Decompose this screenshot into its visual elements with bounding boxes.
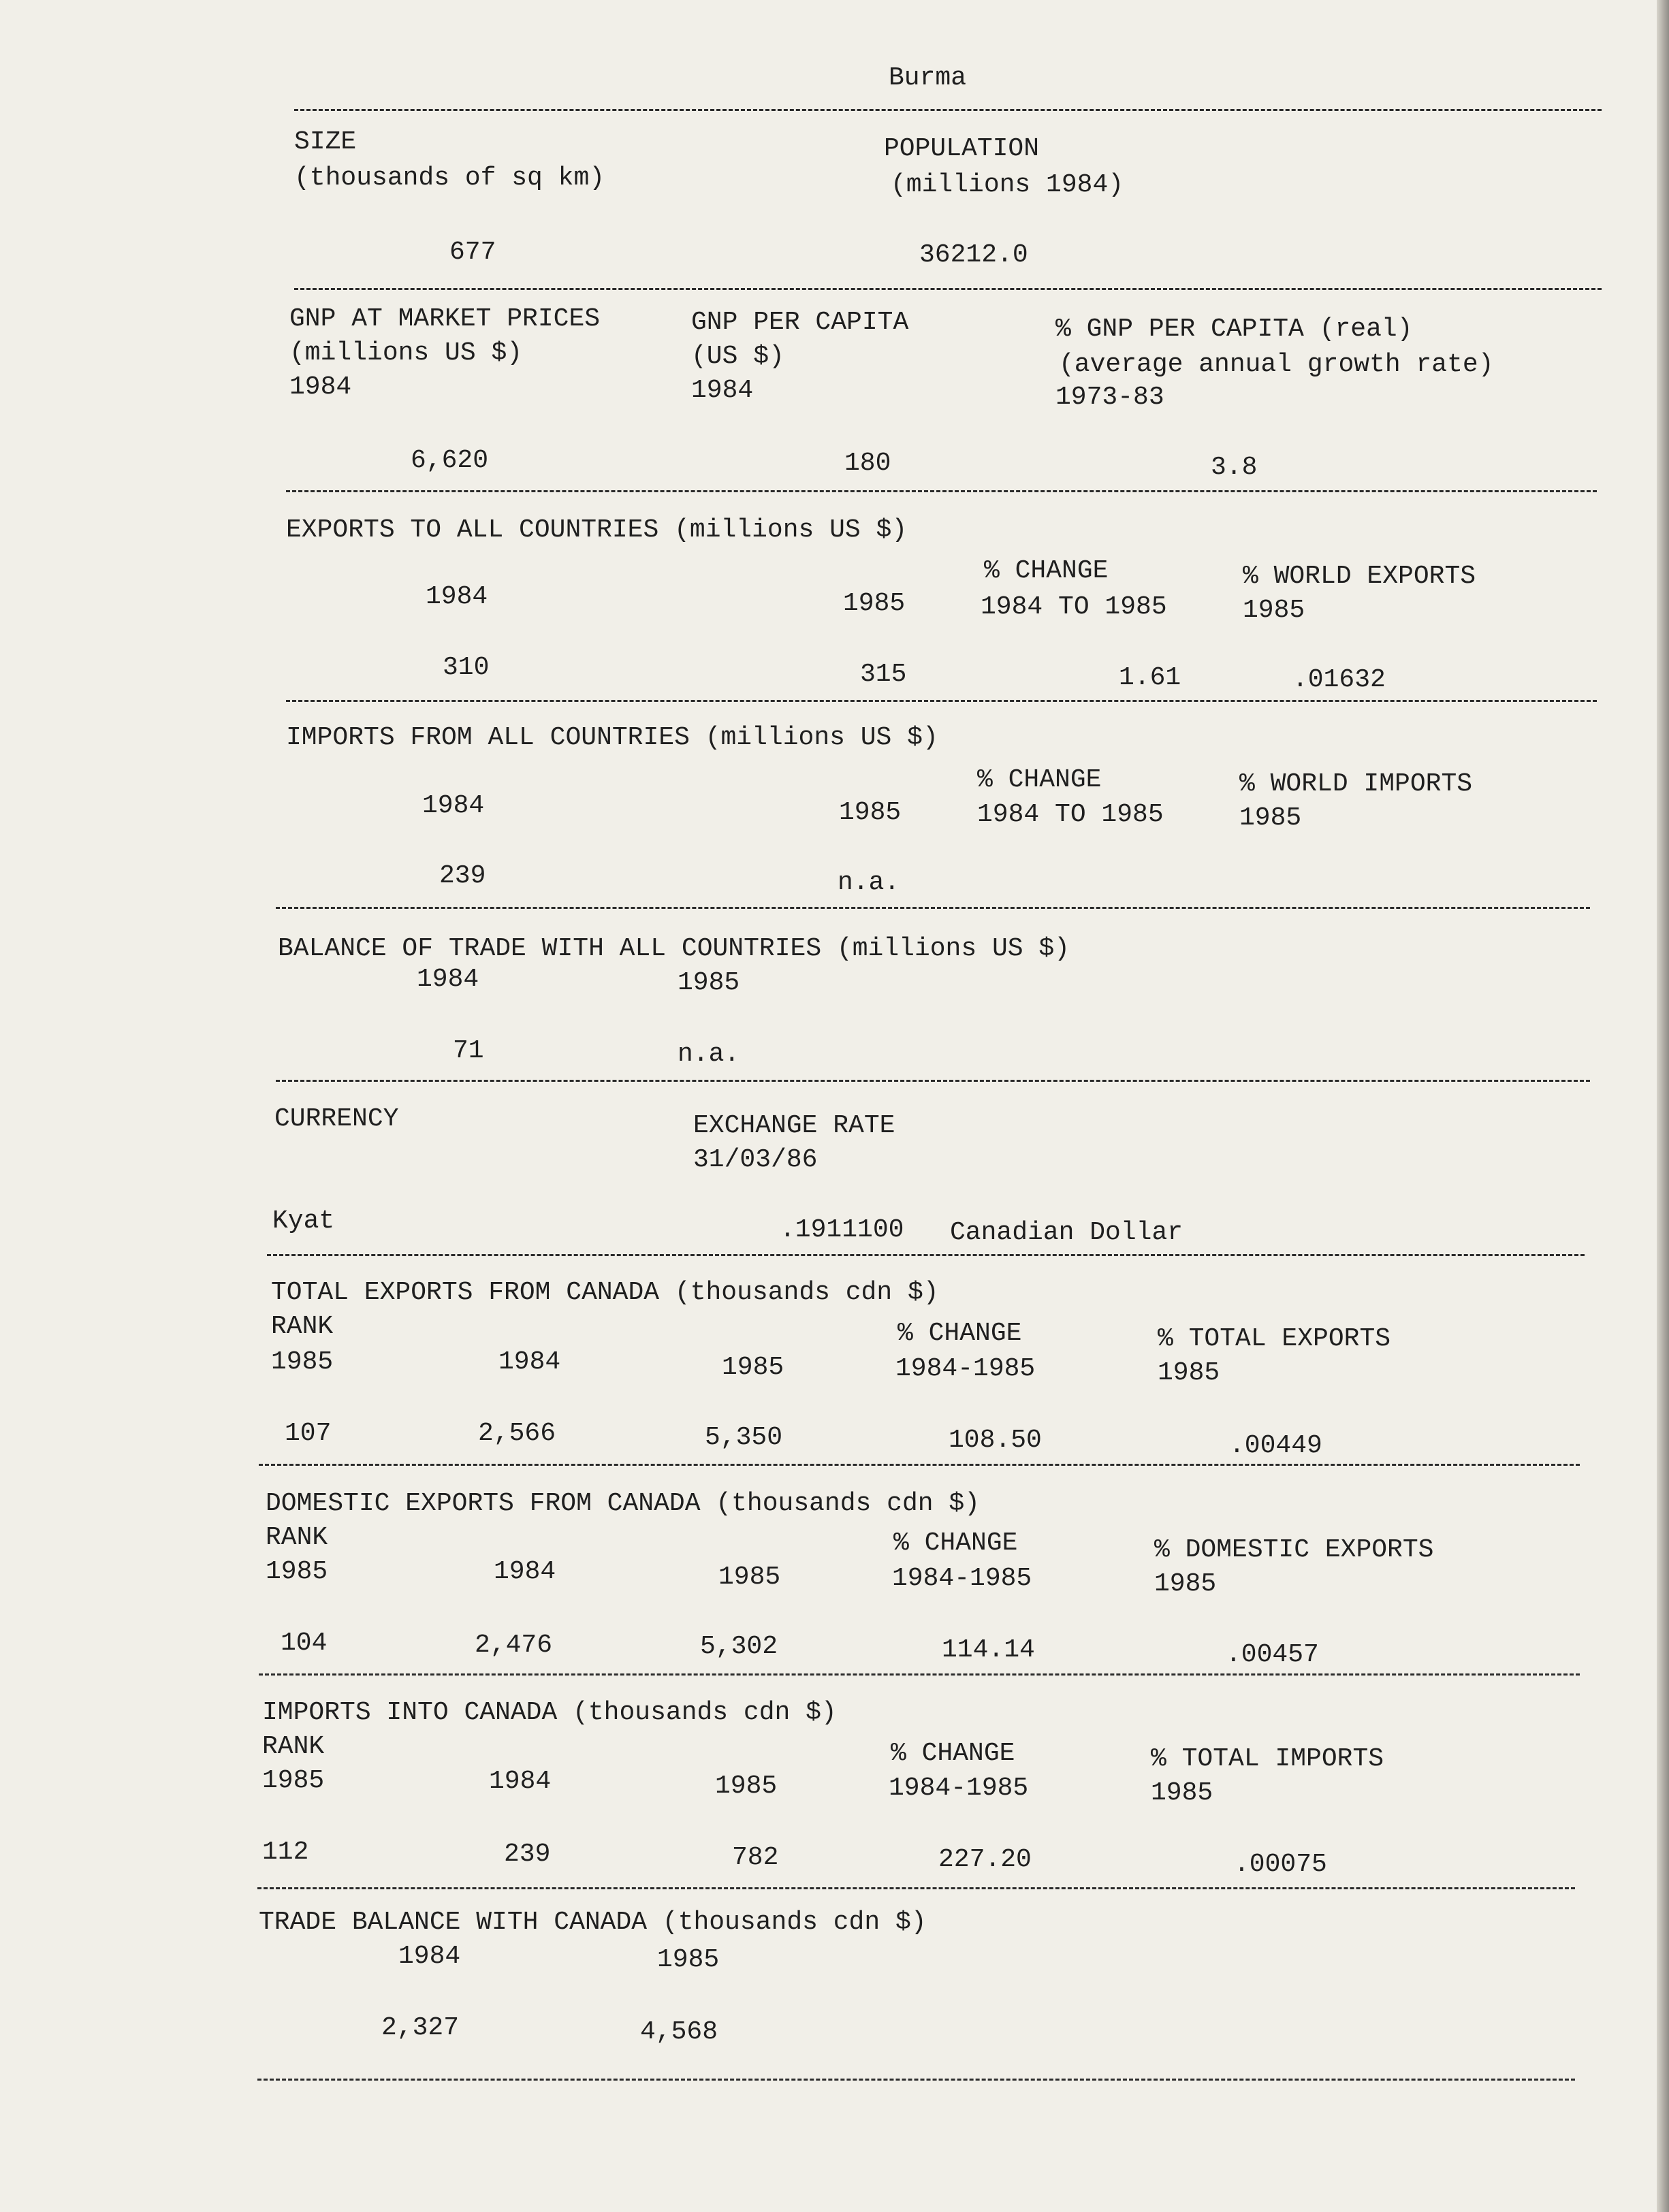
exports-all-1984-header: 1984 xyxy=(426,582,488,611)
size-label: SIZE xyxy=(294,127,357,157)
trade-balance-canada-1984-header: 1984 xyxy=(398,1942,461,1971)
exchange-rate-value: .1911100 xyxy=(780,1215,904,1245)
domestic-exports-share-header: % DOMESTIC EXPORTS xyxy=(1154,1535,1434,1565)
separator xyxy=(286,490,1597,492)
gnp-capita-value: 180 xyxy=(844,449,891,478)
gnp-growth-value: 3.8 xyxy=(1211,453,1258,482)
size-unit: (thousands of sq km) xyxy=(294,163,605,193)
gnp-market-year: 1984 xyxy=(289,372,352,402)
separator xyxy=(276,1080,1590,1082)
separator xyxy=(259,1673,1580,1676)
separator xyxy=(286,700,1597,702)
domestic-exports-1985-header: 1985 xyxy=(718,1562,781,1592)
imports-all-1985-value: n.a. xyxy=(838,868,900,897)
domestic-exports-change-header: % CHANGE xyxy=(893,1528,1018,1558)
balance-all-title: BALANCE OF TRADE WITH ALL COUNTRIES (millions US $) xyxy=(278,934,1070,963)
domestic-exports-1984-value: 2,476 xyxy=(475,1631,553,1660)
imports-all-world-header: % WORLD IMPORTS xyxy=(1239,769,1473,799)
population-value: 36212.0 xyxy=(919,240,1028,270)
imports-canada-title: IMPORTS INTO CANADA (thousands cdn $) xyxy=(262,1698,837,1727)
imports-canada-change-value: 227.20 xyxy=(938,1845,1032,1874)
imports-canada-1984-header: 1984 xyxy=(489,1767,552,1796)
total-exports-change-header-years: 1984-1985 xyxy=(895,1354,1036,1383)
trade-balance-canada-title: TRADE BALANCE WITH CANADA (thousands cdn $) xyxy=(259,1908,927,1937)
gnp-market-unit: (millions US $) xyxy=(289,338,523,368)
domestic-exports-rank-header: RANK xyxy=(266,1523,328,1552)
gnp-market-value: 6,620 xyxy=(411,446,489,475)
domestic-exports-rank-year: 1985 xyxy=(266,1557,328,1586)
total-exports-rank-year: 1985 xyxy=(271,1347,334,1377)
total-exports-change-value: 108.50 xyxy=(949,1426,1042,1455)
total-exports-title: TOTAL EXPORTS FROM CANADA (thousands cdn $) xyxy=(271,1278,939,1307)
total-exports-share-value: .00449 xyxy=(1229,1431,1322,1460)
separator xyxy=(276,907,1590,909)
imports-canada-1985-header: 1985 xyxy=(715,1772,778,1801)
imports-canada-rank-year: 1985 xyxy=(262,1766,325,1795)
domestic-exports-1985-value: 5,302 xyxy=(700,1632,778,1661)
imports-all-change-header: % CHANGE xyxy=(977,765,1102,795)
exchange-rate-label: EXCHANGE RATE xyxy=(693,1111,895,1140)
imports-canada-1985-value: 782 xyxy=(732,1843,779,1872)
imports-canada-share-header: % TOTAL IMPORTS xyxy=(1151,1744,1384,1774)
balance-all-1985-header: 1985 xyxy=(678,968,740,997)
imports-canada-share-value: .00075 xyxy=(1234,1850,1327,1879)
exchange-rate-date: 31/03/86 xyxy=(693,1145,818,1174)
trade-balance-canada-1985-value: 4,568 xyxy=(640,2017,718,2047)
population-unit: (millions 1984) xyxy=(891,170,1124,199)
exports-all-change-value: 1.61 xyxy=(1119,663,1181,692)
gnp-capita-year: 1984 xyxy=(691,376,754,405)
population-label: POPULATION xyxy=(884,134,1040,163)
imports-all-title: IMPORTS FROM ALL COUNTRIES (millions US $) xyxy=(286,723,938,752)
domestic-exports-change-header-years: 1984-1985 xyxy=(892,1564,1032,1593)
trade-balance-canada-1984-value: 2,327 xyxy=(381,2013,460,2042)
exports-all-change-header: % CHANGE xyxy=(984,556,1109,586)
separator xyxy=(294,288,1602,290)
gnp-growth-unit: (average annual growth rate) xyxy=(1059,350,1494,379)
imports-all-change-header-years: 1984 TO 1985 xyxy=(977,800,1164,829)
imports-all-world-header-year: 1985 xyxy=(1239,803,1302,833)
page-title: Burma xyxy=(889,63,967,93)
gnp-market-label: GNP AT MARKET PRICES xyxy=(289,304,601,334)
total-exports-1984-header: 1984 xyxy=(498,1347,561,1377)
imports-canada-change-header-years: 1984-1985 xyxy=(889,1774,1029,1803)
domestic-exports-share-value: .00457 xyxy=(1226,1640,1319,1669)
imports-all-1984-header: 1984 xyxy=(422,791,485,820)
gnp-capita-unit: (US $) xyxy=(691,342,784,371)
exports-all-world-value: .01632 xyxy=(1292,665,1386,694)
balance-all-1984-header: 1984 xyxy=(417,965,479,994)
imports-canada-rank-header: RANK xyxy=(262,1732,325,1761)
domestic-exports-share-header-year: 1985 xyxy=(1154,1569,1217,1599)
domestic-exports-change-value: 114.14 xyxy=(942,1635,1035,1665)
balance-all-1985-value: n.a. xyxy=(678,1040,740,1069)
imports-all-1984-value: 239 xyxy=(439,861,486,891)
separator xyxy=(267,1254,1585,1256)
size-value: 677 xyxy=(449,238,496,267)
domestic-exports-rank-value: 104 xyxy=(281,1629,328,1658)
separator xyxy=(294,109,1602,111)
domestic-exports-1984-header: 1984 xyxy=(494,1557,556,1586)
imports-canada-1984-value: 239 xyxy=(504,1840,551,1869)
gnp-growth-label: % GNP PER CAPITA (real) xyxy=(1055,315,1413,344)
total-exports-change-header: % CHANGE xyxy=(897,1319,1022,1348)
domestic-exports-title: DOMESTIC EXPORTS FROM CANADA (thousands cdn $) xyxy=(266,1489,980,1518)
exports-all-1985-header: 1985 xyxy=(843,589,906,618)
total-exports-rank-header: RANK xyxy=(271,1312,334,1341)
separator xyxy=(259,1464,1580,1466)
total-exports-rank-value: 107 xyxy=(285,1419,332,1448)
total-exports-share-header-year: 1985 xyxy=(1158,1358,1220,1388)
exports-all-title: EXPORTS TO ALL COUNTRIES (millions US $) xyxy=(286,515,908,545)
imports-canada-rank-value: 112 xyxy=(262,1838,309,1867)
total-exports-1985-header: 1985 xyxy=(722,1353,784,1382)
imports-canada-share-header-year: 1985 xyxy=(1151,1778,1213,1808)
total-exports-share-header: % TOTAL EXPORTS xyxy=(1158,1324,1391,1353)
exports-all-world-header-year: 1985 xyxy=(1243,596,1305,625)
total-exports-1984-value: 2,566 xyxy=(478,1419,556,1448)
total-exports-1985-value: 5,350 xyxy=(705,1423,783,1452)
separator xyxy=(257,2079,1575,2081)
exports-all-world-header: % WORLD EXPORTS xyxy=(1243,562,1476,591)
currency-name: Kyat xyxy=(272,1206,335,1236)
exports-all-1985-value: 315 xyxy=(860,660,907,689)
gnp-capita-label: GNP PER CAPITA xyxy=(691,308,909,337)
imports-all-1985-header: 1985 xyxy=(839,798,902,827)
exports-all-change-header-years: 1984 TO 1985 xyxy=(981,592,1167,622)
trade-balance-canada-1985-header: 1985 xyxy=(657,1945,720,1974)
currency-label: CURRENCY xyxy=(274,1104,399,1134)
separator xyxy=(257,1887,1575,1889)
page-edge xyxy=(1657,0,1669,2212)
exports-all-1984-value: 310 xyxy=(443,653,490,682)
exchange-rate-currency: Canadian Dollar xyxy=(950,1218,1183,1247)
balance-all-1984-value: 71 xyxy=(453,1036,484,1065)
imports-canada-change-header: % CHANGE xyxy=(891,1739,1015,1768)
gnp-growth-years: 1973-83 xyxy=(1055,383,1164,412)
